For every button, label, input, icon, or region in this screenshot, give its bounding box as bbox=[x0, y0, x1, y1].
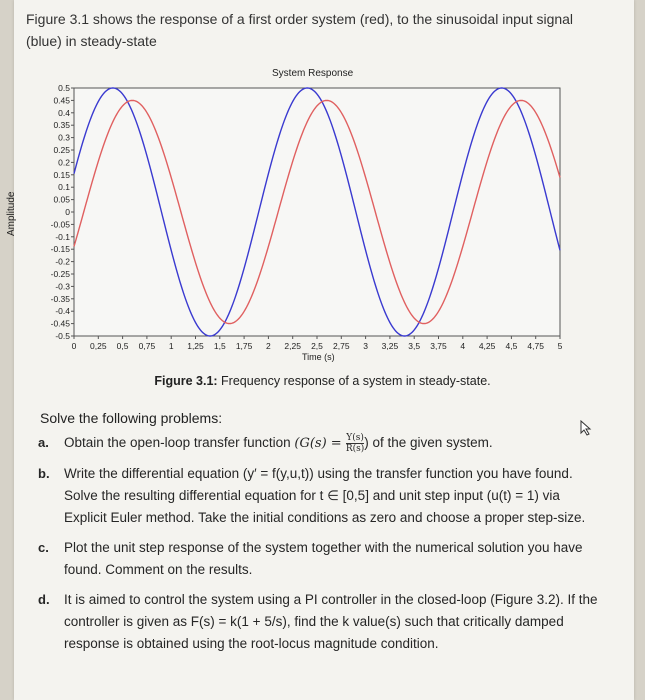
y-tick-label: 0.2 bbox=[58, 157, 70, 168]
problem-list bbox=[38, 432, 604, 663]
problem-a bbox=[38, 432, 604, 455]
problem-b-text: Write the differential equation (y′ = f(y,u,t)) using the transfer function you have found. Solve the resulting differential equation for t ∈ [0,5] and unit step input (u(t) = 1) via Explicit Euler method. Take the initial conditions as zero and choose a proper step-size. bbox=[64, 466, 586, 525]
x-tick-label: 1,75 bbox=[235, 341, 253, 351]
problem-a-text: Obtain the open-loop transfer function bbox=[64, 435, 295, 450]
x-tick-label: 0 bbox=[71, 341, 77, 351]
x-tick-label: 3,75 bbox=[430, 341, 447, 351]
problem-c-text: Plot the unit step response of the system together with the numerical solution you have found. Comment on the results. bbox=[64, 540, 583, 577]
x-tick-label: 2,25 bbox=[284, 341, 301, 351]
x-tick-label: 0,25 bbox=[90, 341, 107, 351]
y-tick-label: -0.3 bbox=[55, 281, 70, 292]
y-tick-label: -0.5 bbox=[55, 331, 70, 341]
y-tick-label: 0.4 bbox=[58, 107, 70, 118]
problem-c bbox=[38, 537, 604, 581]
system-response-chart bbox=[30, 80, 575, 352]
fraction-numerator: Y(s) bbox=[346, 432, 364, 443]
x-tick-label: 4 bbox=[460, 341, 466, 351]
problem-d bbox=[38, 589, 604, 655]
y-tick-label: -0.45 bbox=[50, 318, 70, 329]
x-tick-label: 4,75 bbox=[527, 341, 544, 351]
y-tick-label: 0.05 bbox=[53, 194, 70, 205]
transfer-fraction bbox=[346, 433, 364, 454]
chart-title: System Response bbox=[272, 68, 354, 79]
y-tick-label: -0.2 bbox=[55, 256, 70, 267]
y-tick-label: -0.25 bbox=[50, 269, 70, 279]
x-tick-label: 2 bbox=[266, 341, 271, 351]
x-tick-label: 0,5 bbox=[116, 341, 129, 351]
y-tick-label: 0 bbox=[65, 207, 70, 217]
y-tick-label: 0.15 bbox=[53, 169, 70, 180]
x-tick-label: 3,25 bbox=[381, 341, 399, 351]
fraction-denominator: R(s) bbox=[345, 443, 365, 454]
x-tick-label: 1,5 bbox=[213, 341, 226, 351]
y-tick-label: -0.15 bbox=[50, 244, 70, 255]
y-tick-label: 0.3 bbox=[58, 132, 70, 143]
problem-letter: c. bbox=[38, 540, 49, 555]
problem-letter: d. bbox=[38, 592, 50, 607]
problem-b bbox=[38, 463, 604, 529]
x-tick-label: 2,75 bbox=[333, 341, 350, 351]
y-tick-label: 0.5 bbox=[58, 83, 70, 93]
y-tick-label: -0.05 bbox=[50, 219, 70, 230]
x-tick-label: 4,5 bbox=[505, 341, 518, 351]
y-axis-label: Amplitude bbox=[6, 191, 17, 236]
x-tick-label: 3 bbox=[363, 341, 368, 351]
x-tick-label: 2,5 bbox=[311, 341, 323, 351]
x-tick-label: 4,25 bbox=[478, 341, 496, 351]
y-tick-label: 0.35 bbox=[53, 120, 70, 131]
x-tick-label: 0,75 bbox=[138, 341, 156, 351]
y-tick-label: 0.1 bbox=[58, 182, 70, 193]
solve-heading: Solve the following problems: bbox=[40, 410, 223, 426]
y-tick-label: -0.1 bbox=[55, 231, 70, 242]
x-axis-label: Time (s) bbox=[302, 352, 335, 362]
figure-caption bbox=[0, 374, 645, 388]
problem-letter: a. bbox=[38, 435, 49, 450]
x-tick-label: 3,5 bbox=[408, 341, 421, 351]
y-tick-label: -0.35 bbox=[50, 293, 70, 304]
caption-label: Figure 3.1: bbox=[154, 374, 218, 388]
caption-text: Frequency response of a system in steady-state. bbox=[217, 374, 491, 388]
plot-area bbox=[74, 88, 560, 336]
transfer-function-formula: (G(s) = bbox=[294, 436, 346, 451]
problem-d-text: It is aimed to control the system using a PI controller in the closed-loop (Figure 3.2). If the controller is given as F(s) = k(1 + 5/s), find the k value(s) such that critically damped response is obtained using the root-locus magnitude condition. bbox=[64, 592, 598, 651]
x-tick-label: 5 bbox=[557, 341, 563, 351]
y-tick-label: 0.45 bbox=[53, 95, 70, 106]
intro-paragraph: Figure 3.1 shows the response of a first order system (red), to the sinusoidal input signal (blue) in steady-state bbox=[26, 11, 574, 49]
x-tick-label: 1,25 bbox=[187, 341, 204, 351]
y-tick-label: 0.25 bbox=[53, 145, 70, 155]
problem-a-tail: ) of the given system. bbox=[364, 435, 493, 450]
y-tick-label: -0.4 bbox=[55, 306, 70, 317]
x-tick-label: 1 bbox=[168, 341, 174, 351]
problem-letter: b. bbox=[38, 466, 50, 481]
